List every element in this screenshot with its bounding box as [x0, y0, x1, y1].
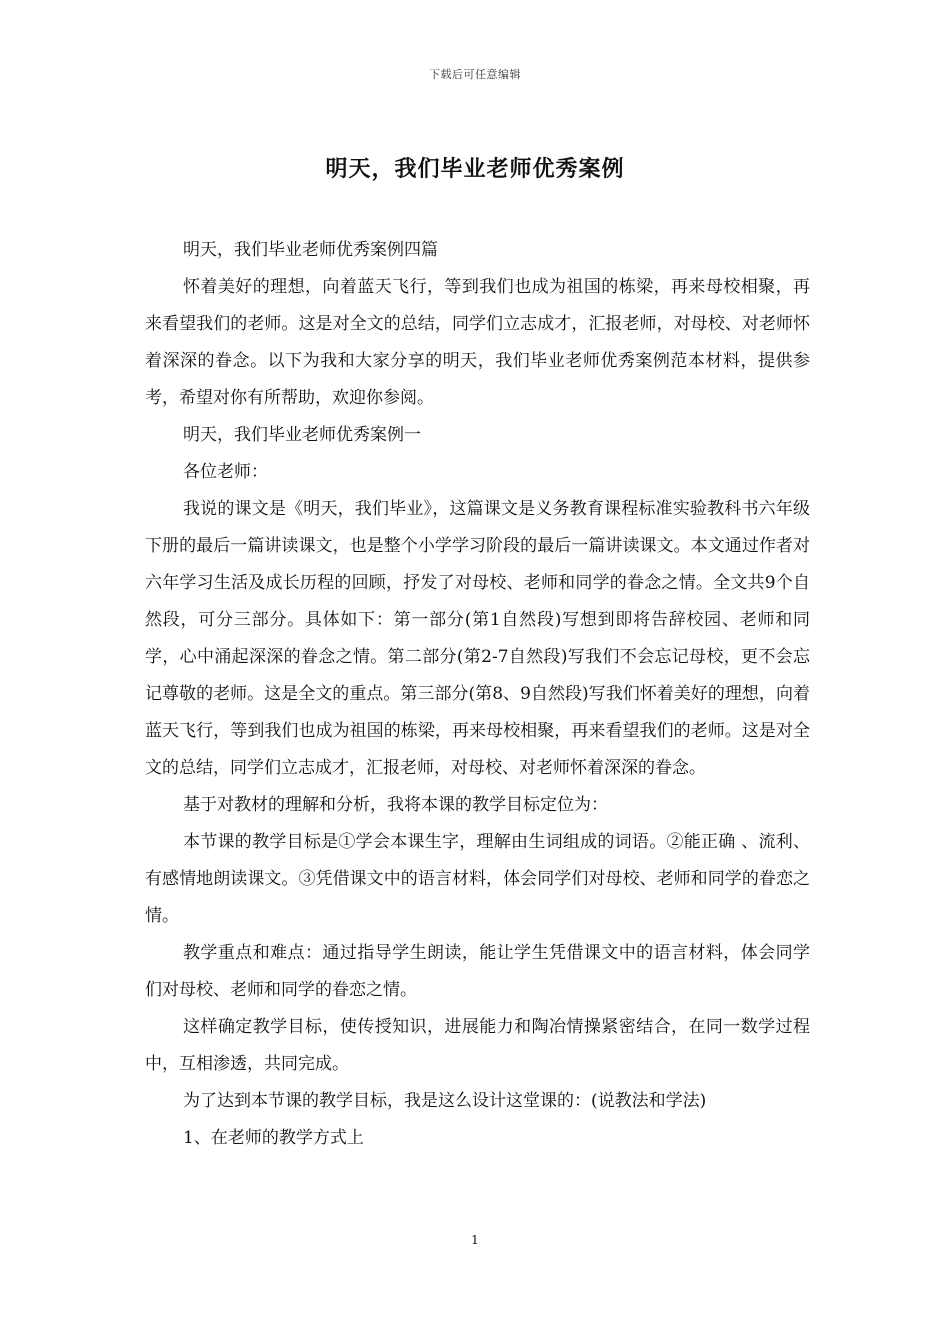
- paragraph-list-item-1: 1、在老师的教学方式上: [183, 1128, 364, 1148]
- page-number: 1: [471, 1233, 479, 1247]
- document-title: 明天，我们毕业老师优秀案例: [325, 156, 625, 182]
- paragraph-design-intro: 为了达到本节课的教学目标，我是这么设计这堂课的：(说教法和学法): [183, 1091, 707, 1111]
- paragraph-section-heading: 明天，我们毕业老师优秀案例一: [183, 425, 421, 445]
- paragraph-goal-intro: 基于对教材的理解和分析，我将本课的教学目标定位为：: [183, 795, 608, 815]
- paragraph-goal-rationale: 这样确定教学目标，使传授知识，进展能力和陶冶情操紧密结合，在同一数学过程中，互相渗透，共同完成。: [145, 1017, 810, 1074]
- paragraph-key-points: 教学重点和难点：通过指导学生朗读，能让学生凭借课文中的语言材料，体会同学们对母校、老师和同学的眷恋之情。: [145, 943, 810, 1000]
- paragraph-intro: 怀着美好的理想，向着蓝天飞行，等到我们也成为祖国的栋梁，再来母校相聚，再来看望我们的老师。这是对全文的总结，同学们立志成才，汇报老师，对母校、对老师怀着深深的眷念。以下为我和大家分享的明天，我们毕业老师优秀案例范本材料，提供参考，希望对你有所帮助，欢迎你参阅。: [145, 277, 810, 408]
- paragraph-subtitle: 明天，我们毕业老师优秀案例四篇: [183, 240, 438, 260]
- paragraph-goals: 本节课的教学目标是①学会本课生字，理解由生词组成的词语。②能正确 、流利、有感情地朗读课文。③凭借课文中的语言材料，体会同学们对母校、老师和同学的眷恋之情。: [145, 832, 810, 926]
- document-body: [145, 232, 810, 1157]
- paragraph-lesson-analysis: 我说的课文是《明天，我们毕业》，这篇课文是义务教育课程标准实验教科书六年级下册的最后一篇讲读课文，也是整个小学学习阶段的最后一篇讲读课文。本文通过作者对六年学习生活及成长历程的回顾，抒发了对母校、老师和同学的眷念之情。全文共9个自然段，可分三部分。具体如下：第一部分(第1自然段)写想到即将告辞校园、老师和同学，心中涌起深深的眷念之情。第二部分(第2-7自然段)写我们不会忘记母校，更不会忘记尊敬的老师。这是全文的重点。第三部分(第8、9自然段)写我们怀着美好的理想，向着蓝天飞行，等到我们也成为祖国的栋梁，再来母校相聚，再来看望我们的老师。这是对全文的总结，同学们立志成才，汇报老师，对母校、对老师怀着深深的眷念。: [145, 499, 810, 778]
- page-header-note: 下载后可任意编辑: [429, 68, 521, 81]
- paragraph-greeting: 各位老师：: [183, 462, 268, 482]
